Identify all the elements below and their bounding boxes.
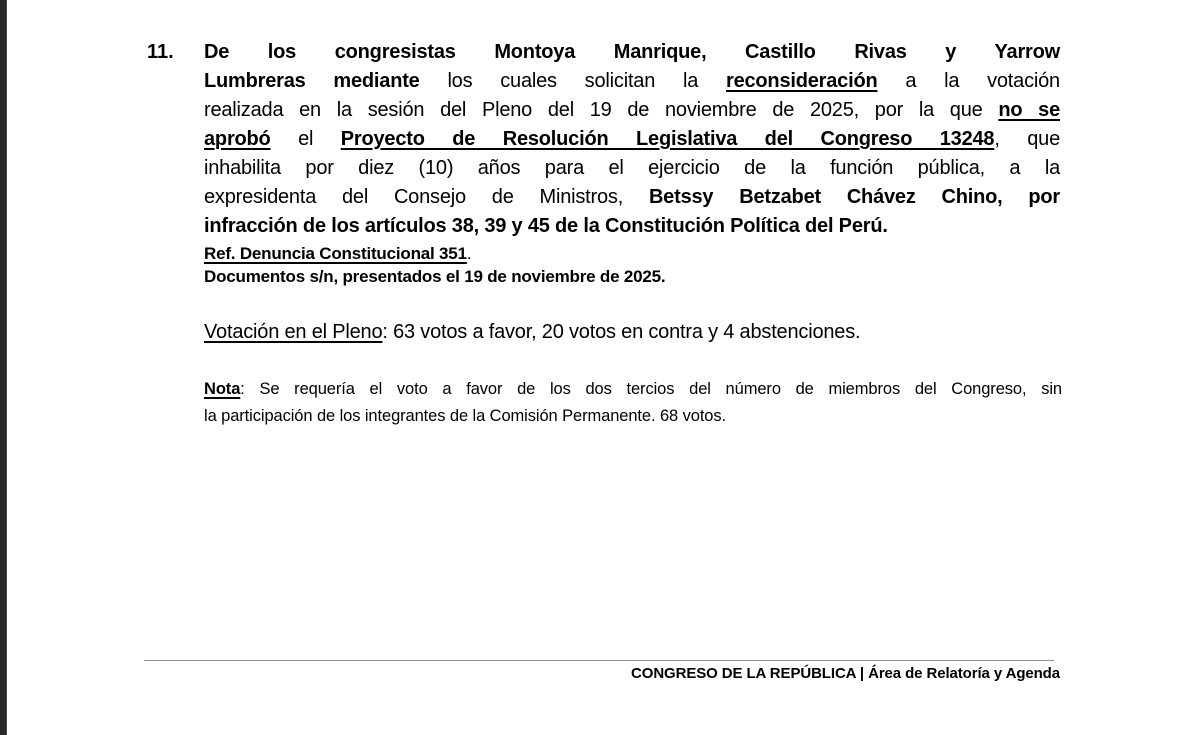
text-run: , que — [994, 128, 1060, 150]
text-line — [204, 265, 1064, 288]
text-run: Ref. Denuncia Constitucional 351 — [204, 244, 467, 263]
text-run: : 63 votos a favor, 20 votos en contra y 4 abstenciones. — [382, 321, 861, 343]
text-run: Proyecto de Resolución Legislativa del Congreso 13248 — [340, 128, 995, 150]
text-run: inhabilita por diez (10) años para el ejercicio de la función pública, a la — [204, 157, 1060, 179]
text-run: no se — [998, 99, 1060, 121]
agenda-item-paragraph — [204, 38, 1060, 241]
text-line — [204, 242, 1064, 265]
text-run: : Se requería el voto a favor de los dos tercios del número de miembros del Congreso, sin — [240, 380, 1062, 398]
text-run: realizada en la sesión del Pleno del 19 de noviembre de 2025, por la que — [204, 99, 999, 121]
text-run: infracción de los artículos 38, 39 y 45 de la Constitución Política del Perú. — [204, 215, 888, 237]
text-line — [204, 67, 1060, 96]
text-run: Votación en el Pleno — [204, 321, 383, 343]
text-line — [204, 125, 1060, 154]
text-line — [204, 212, 1060, 241]
agenda-item-number: 11. — [147, 41, 174, 63]
text-run: expresidenta del Consejo de Ministros, — [204, 186, 649, 208]
text-run: Nota — [204, 380, 241, 398]
text-line — [204, 154, 1060, 183]
text-run: Lumbreras mediante — [204, 70, 420, 92]
text-line — [204, 183, 1060, 212]
text-line — [204, 403, 1062, 430]
text-run: a la votación — [877, 70, 1060, 92]
text-run: aprobó — [204, 128, 271, 150]
votacion-line — [204, 318, 1064, 347]
footer-caption: CONGRESO DE LA REPÚBLICA | Área de Relatoría y Agenda — [631, 665, 1060, 682]
text-line — [204, 376, 1062, 403]
text-line — [204, 318, 1064, 347]
text-run: la participación de los integrantes de la Comisión Permanente. 68 votos. — [204, 407, 727, 425]
text-line — [204, 38, 1060, 67]
text-run: De los congresistas Montoya Manrique, Castillo Rivas y Yarrow — [204, 41, 1060, 63]
reference-block — [204, 242, 1064, 288]
text-run: Betssy Betzabet Chávez Chino, por — [648, 186, 1060, 208]
nota-block — [204, 376, 1062, 430]
text-run: los cuales solicitan la — [419, 70, 726, 92]
footer-rule — [144, 660, 1054, 661]
text-run: el — [270, 128, 341, 150]
text-run: Documentos s/n, presentados el 19 de noviembre de 2025. — [204, 267, 666, 286]
text-run: . — [466, 244, 472, 263]
text-line — [204, 96, 1060, 125]
text-run: reconsideración — [725, 70, 878, 92]
